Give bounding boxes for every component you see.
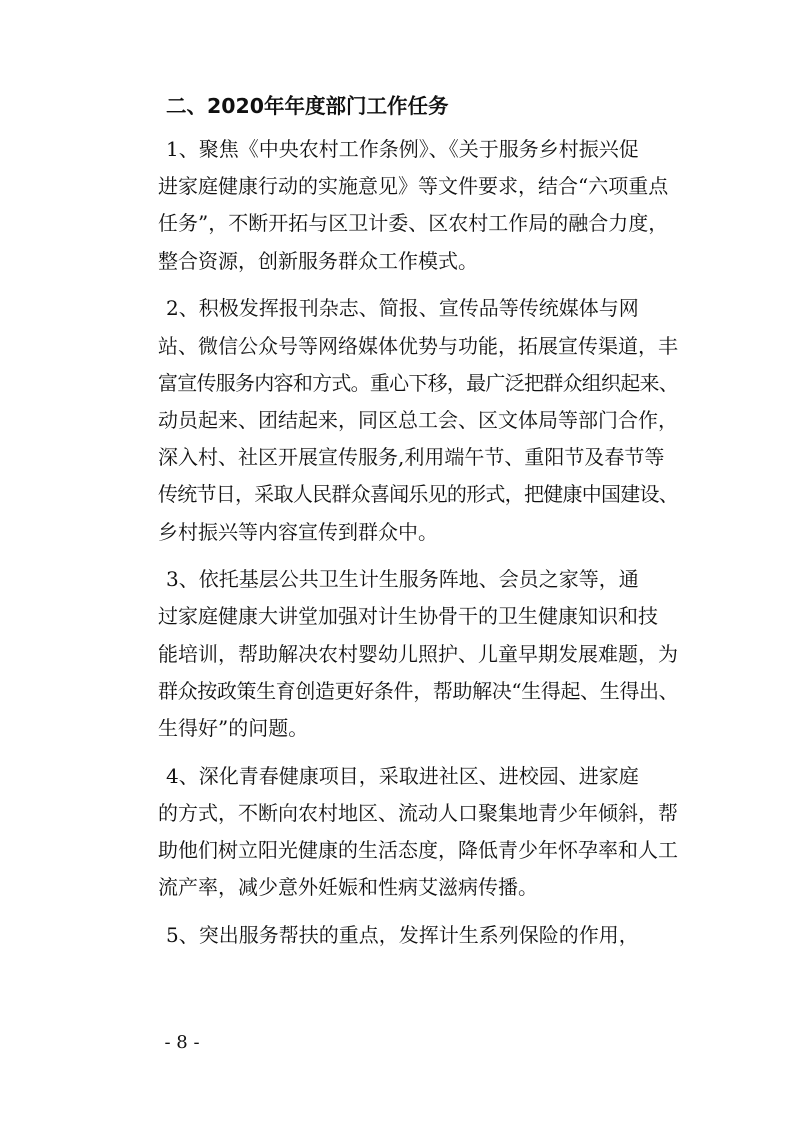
section-heading: 二、2020年年度部门工作任务 <box>166 94 449 118</box>
paragraph <box>158 758 678 907</box>
text-line: 任务”，不断开拓与区卫计委、区农村工作局的融合力度， <box>158 211 669 236</box>
text-line: 能培训，帮助解决农村婴幼儿照护、儿童早期发展难题，为 <box>158 641 678 666</box>
page-number: - 8 - <box>164 1032 200 1053</box>
paragraph-list <box>158 131 678 954</box>
text-line: 站、微信公众号等网络媒体优势与功能，拓展宣传渠道，丰 <box>158 333 678 358</box>
text-line: 1、聚焦《中央农村工作条例》、《关于服务乡村振兴促 <box>166 137 639 161</box>
text-line: 传统节日，采取人民群众喜闻乐见的形式，把健康中国建设、 <box>158 482 679 507</box>
text-line: 3、依托基层公共卫生计生服务阵地、会员之家等，通 <box>166 567 639 592</box>
text-line: 动员起来、团结起来，同区总工会、区文体局等部门合作， <box>158 407 678 432</box>
text-line: 整合资源，创新服务群众工作模式。 <box>158 248 478 273</box>
paragraph <box>158 131 678 280</box>
text-line: 生得好”的问题。 <box>158 716 309 741</box>
text-line: 乡村振兴等内容宣传到群众中。 <box>158 519 438 544</box>
text-line: 进家庭健康行动的实施意见》等文件要求，结合“六项重点 <box>158 174 669 199</box>
text-line: 4、深化青春健康项目，采取进社区、进校园、进家庭 <box>166 763 639 788</box>
paragraph <box>158 290 678 550</box>
text-line: 2、积极发挥报刊杂志、简报、宣传品等传统媒体与网 <box>166 296 639 321</box>
text-line: 富宣传服务内容和方式。重心下移，最广泛把群众组织起来、 <box>158 370 679 395</box>
text-line: 流产率，减少意外妊娠和性病艾滋病传播。 <box>158 875 538 900</box>
body-text <box>158 86 678 965</box>
text-line: 群众按政策生育创造更好条件，帮助解决“生得起、生得出、 <box>158 678 679 703</box>
text-line: 深入村、社区开展宣传服务,利用端午节、重阳节及春节等 <box>158 445 665 470</box>
text-line: 5、突出服务帮扶的重点，发挥计生系列保险的作用， <box>166 923 639 948</box>
text-line: 过家庭健康大讲堂加强对计生协骨干的卫生健康知识和技 <box>158 604 658 629</box>
text-line: 的方式，不断向农村地区、流动人口聚集地青少年倾斜，帮 <box>158 800 678 825</box>
paragraph <box>158 917 678 954</box>
paragraph <box>158 561 678 747</box>
text-line: 助他们树立阳光健康的生活态度，降低青少年怀孕率和人工 <box>158 838 678 863</box>
